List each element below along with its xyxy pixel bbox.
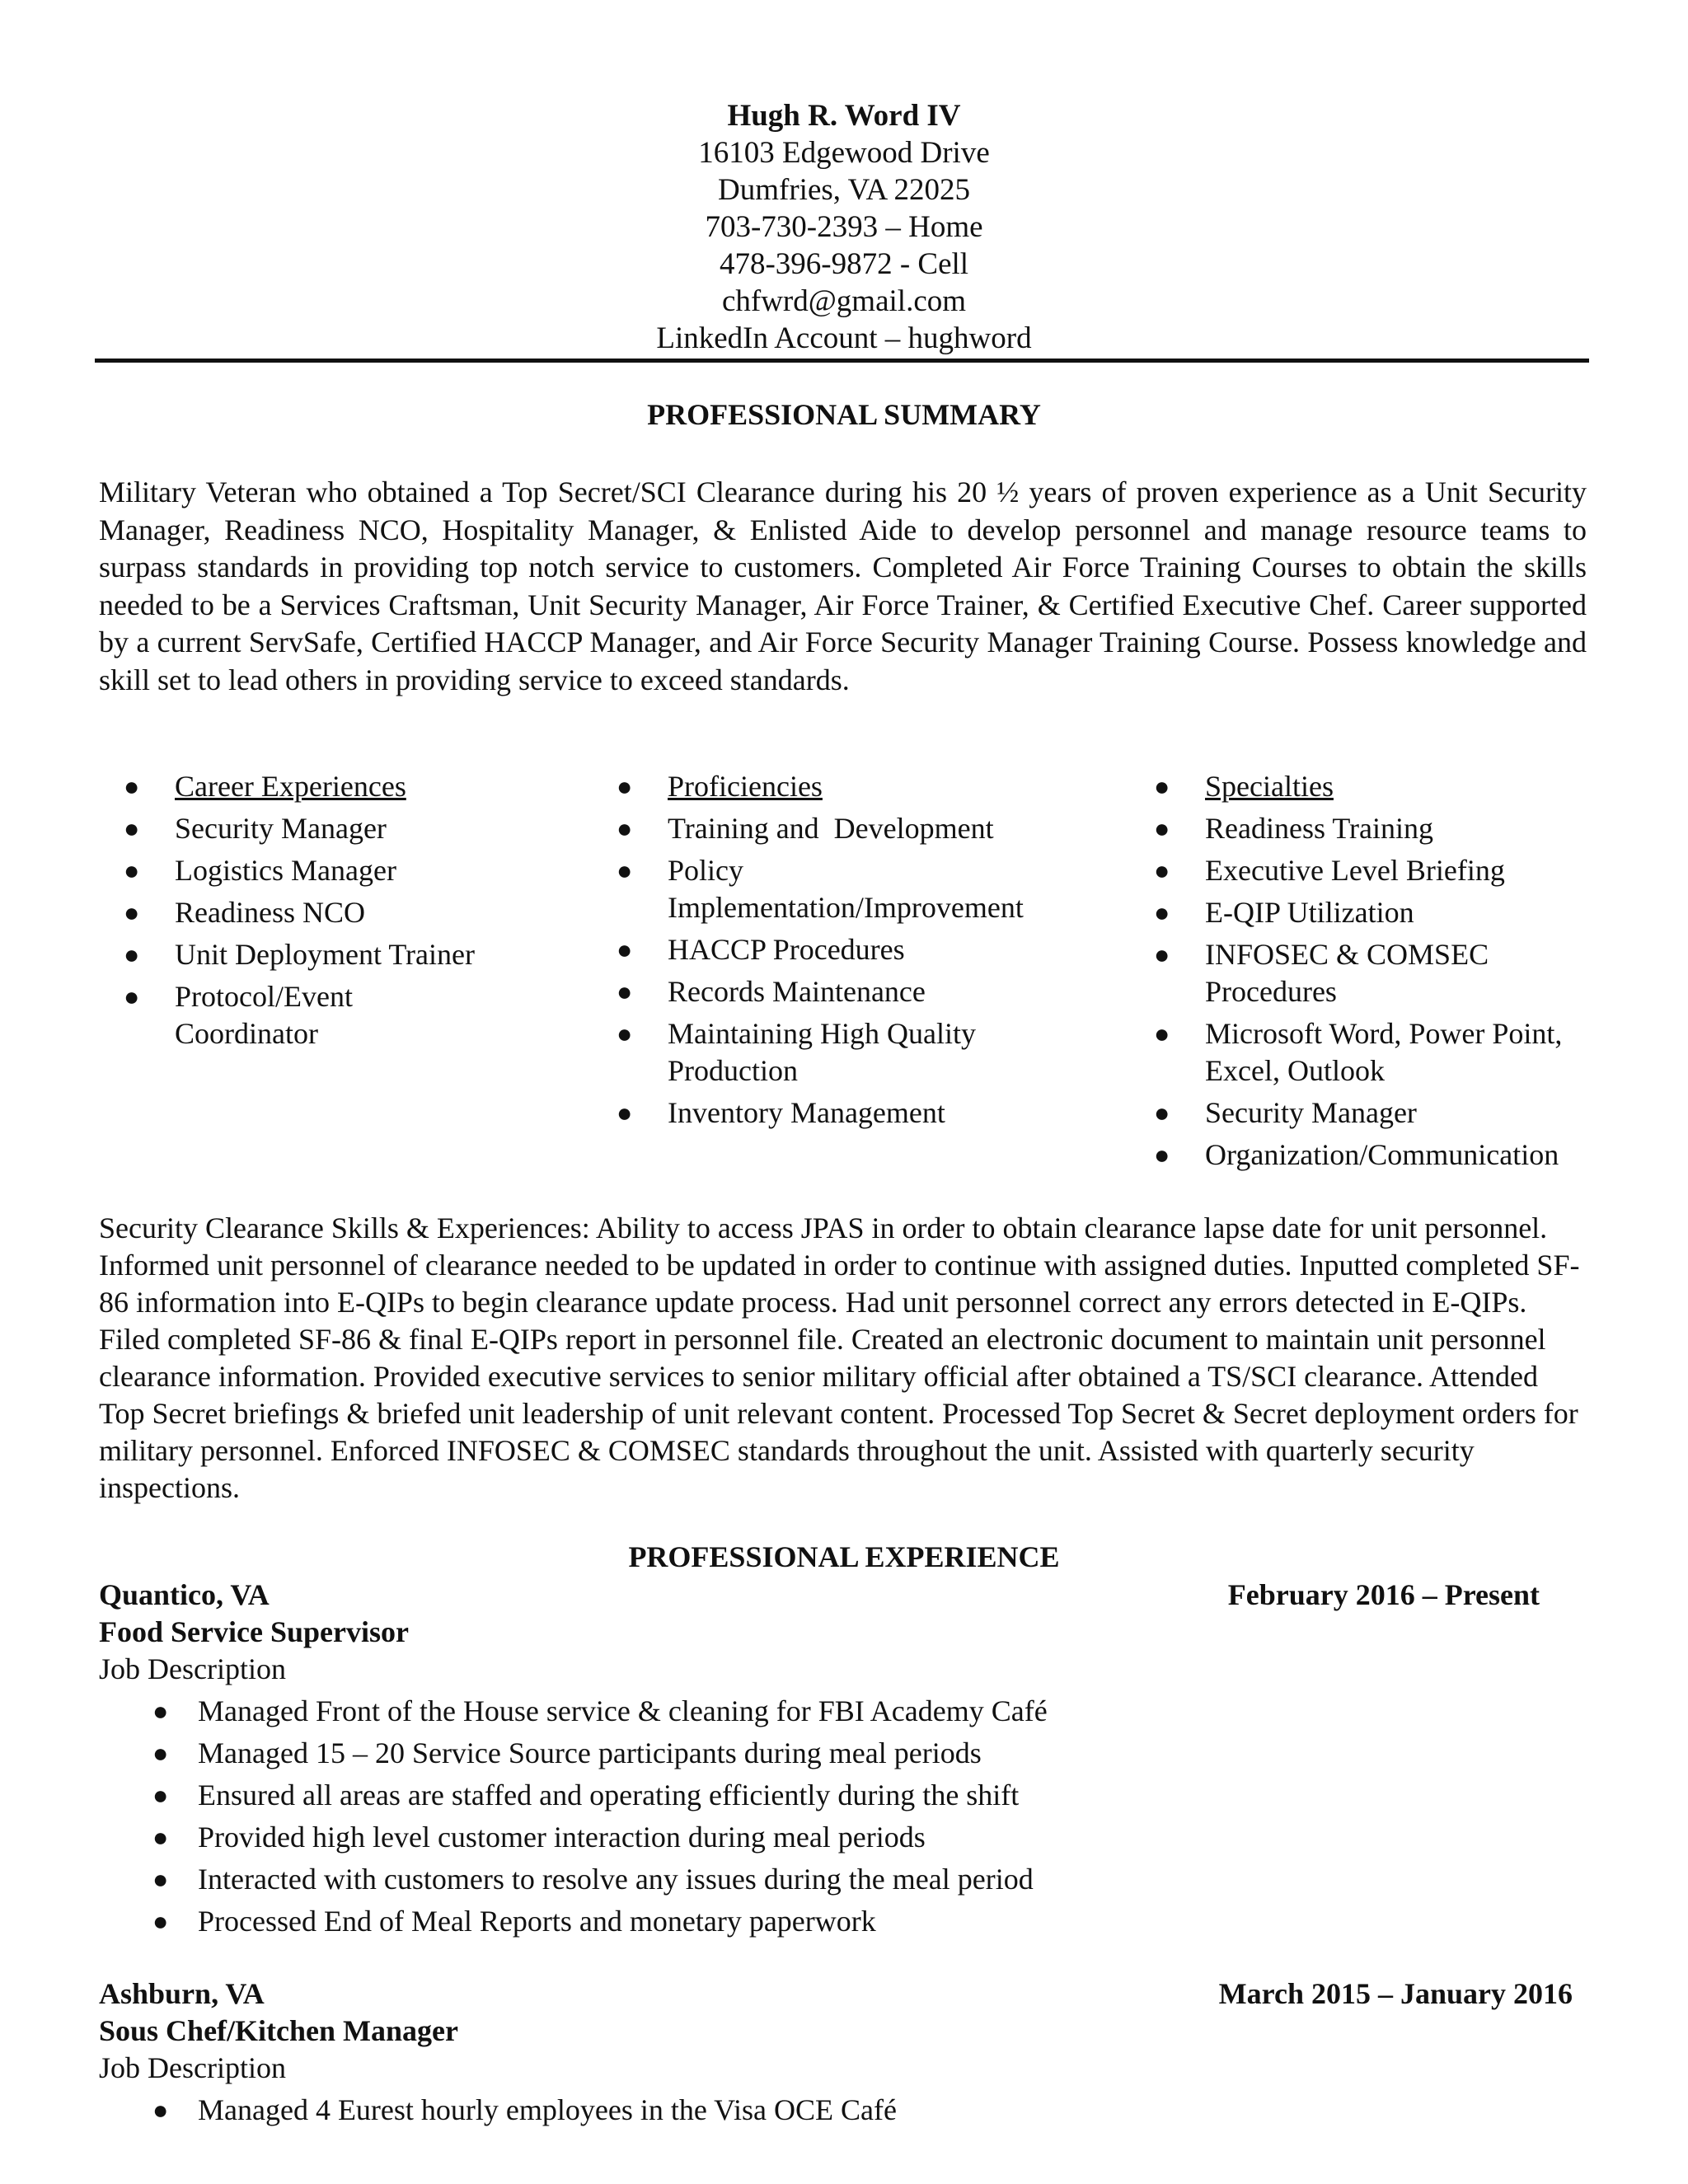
list-item-text: Managed 15 – 20 Service Source participants during meal periods [198,1736,982,1769]
list-item-text: Logistics Manager [175,854,396,887]
clearance-paragraph: Security Clearance Skills & Experiences: Ability to access JPAS in order to obtain clearance lapse date for unit personnel. Informed unit personnel of clearance needed to be updated in order to continue with assigned duties. Inputted completed SF-86 information into E-QIPs to begin clearance update process. Had unit personnel correct any errors detected in E-QIPs. Filed completed SF-86 & final E-QIPs report in personnel file. Created an electronic document to maintain unit personnel clearance information. Provided executive services to senior military official after obtained a TS/SCI clearance. Attended Top Secret briefings & briefed unit leadership of unit relevant content. Processed Top Secret & Secret deployment orders for military personnel. Enforced INFOSEC & COMSEC standards throughout the unit. Assisted with quarterly security inspections. [99,1212,1580,1504]
job-dates: February 2016 – Present [1227,1578,1540,1611]
list-item-text: Processed End of Meal Reports and monetary paperwork [198,1905,876,1938]
list-item [99,852,560,889]
bullet-icon: ● [124,898,140,927]
list-item [99,894,560,931]
bullet-icon: ● [617,977,633,1006]
bullet-icon: ● [152,2095,169,2125]
bullet-icon: ● [1154,940,1170,969]
summary-paragraph: Military Veteran who obtained a Top Secret/SCI Clearance during his 20 ½ years of proven experience as a Unit Security Manager, Readiness NCO, Hospitality Manager, & Enlisted Aide to develop personnel and manage resource teams to surpass standards in providing top notch service to customers. Completed Air Force Training Courses to obtain the skills needed to be a Services Craftsman, Unit Security Manager, Air Force Trainer, & Certified Executive Chef. Career supported by a current ServSafe, Certified HACCP Manager, and Air Force Security Manager Training Course. Possess knowledge and skill set to lead others in providing service to exceed standards. [99,476,1587,696]
bullet-icon: ● [617,935,633,964]
list-item-text: Managed Front of the House service & cleaning for FBI Academy Café [198,1694,1048,1727]
list-item [592,768,1119,805]
bullet-icon: ● [1154,898,1170,927]
list-item-text: Protocol/Event Coordinator [175,980,353,1050]
home-phone: 703-730-2393 – Home [705,210,983,244]
list-item-text: Unit Deployment Trainer [175,938,475,971]
summary-heading: PROFESSIONAL SUMMARY [647,398,1041,431]
bullet-icon: ● [617,1019,633,1048]
bullet-icon: ● [124,940,140,969]
list-item-text: Managed 4 Eurest hourly employees in the Visa OCE Café [198,2093,897,2126]
list-item [1129,894,1632,931]
bullet-icon: ● [152,1738,169,1768]
list-item-text: E-QIP Utilization [1205,896,1414,929]
job-title: Sous Chef/Kitchen Manager [99,2014,458,2047]
list-item-text: HACCP Procedures [668,933,905,966]
list-item-text: Provided high level customer interaction during meal periods [198,1821,926,1854]
list-item [592,973,1119,1010]
list-item [99,978,447,1052]
career-heading: Career Experiences [175,770,406,803]
list-item [592,810,1119,847]
list-item [99,1861,1589,1898]
specialties-column [1129,768,1632,1179]
list-item [1129,810,1632,847]
bullet-icon: ● [1154,855,1170,885]
bullet-icon: ● [124,771,140,801]
list-item-text: Executive Level Briefing [1205,854,1505,887]
cell-phone: 478-396-9872 - Cell [719,247,969,281]
address-line-2: Dumfries, VA 22025 [718,173,970,207]
job-description-label: Job Description [99,1652,286,1685]
list-item [592,1094,1119,1132]
list-item-text: Records Maintenance [668,975,926,1008]
bullet-icon: ● [617,1098,633,1127]
contact-header [0,97,1688,357]
bullet-icon: ● [152,1864,169,1894]
bullet-icon: ● [617,855,633,885]
list-item-text: Security Manager [175,812,387,845]
list-item [99,1735,1589,1772]
linkedin: LinkedIn Account – hughword [656,321,1032,355]
list-item [1129,1094,1632,1132]
address-line-1: 16103 Edgewood Drive [698,136,990,170]
email: chfwrd@gmail.com [721,284,967,318]
job-location: Ashburn, VA [99,1977,265,2010]
experience-heading: PROFESSIONAL EXPERIENCE [628,1540,1060,1573]
bullet-icon: ● [1154,1019,1170,1048]
candidate-name: Hugh R. Word IV [727,99,961,133]
proficiencies-column [592,768,1119,1137]
bullet-icon: ● [1154,813,1170,843]
list-item-text: Readiness NCO [175,896,365,929]
bullet-icon: ● [152,1906,169,1936]
list-item-text: Security Manager [1205,1096,1417,1129]
bullet-icon: ● [617,771,633,801]
list-item-text: Organization/Communication [1205,1138,1559,1171]
list-item [592,852,1024,926]
list-item [1129,1137,1632,1174]
bullet-icon: ● [124,855,140,885]
list-item-text: INFOSEC & COMSEC Procedures [1205,938,1489,1008]
list-item [99,1903,1589,1940]
career-experiences-column [99,768,560,1057]
list-item [1129,768,1632,805]
bullet-icon: ● [617,813,633,843]
list-item [99,768,560,805]
list-item-text: Training and Development [668,812,994,845]
bullet-icon: ● [1154,1140,1170,1169]
list-item [1129,852,1632,889]
bullet-icon: ● [124,813,140,843]
bullet-icon: ● [152,1780,169,1810]
list-item-text: Policy Implementation/Improvement [668,854,1024,924]
list-item-text: Interacted with customers to resolve any issues during the meal period [198,1863,1034,1896]
bullet-icon: ● [1154,771,1170,801]
list-item-text: Readiness Training [1205,812,1434,845]
job-entry [99,1577,1589,1940]
list-item-text: Maintaining High Quality Production [668,1017,976,1087]
list-item [1129,936,1568,1010]
bullet-icon: ● [152,1696,169,1726]
bullet-icon: ● [1154,1098,1170,1127]
job-entry [99,1975,1589,2129]
job-dates: March 2015 – January 2016 [1218,1977,1573,2010]
list-item [592,1015,1022,1090]
list-item [99,810,560,847]
list-item [99,936,560,973]
list-item-text: Microsoft Word, Power Point, Excel, Outlook [1205,1017,1563,1087]
list-item [99,2092,1589,2129]
bullet-icon: ● [124,982,140,1011]
list-item-text: Inventory Management [668,1096,945,1129]
job-title: Food Service Supervisor [99,1615,409,1648]
job-description-label: Job Description [99,2051,286,2084]
list-item-text: Ensured all areas are staffed and operating efficiently during the shift [198,1779,1020,1811]
list-item [1129,1015,1634,1090]
list-item [99,1693,1589,1730]
list-item [592,931,1119,968]
proficiencies-heading: Proficiencies [668,770,823,803]
header-divider [95,359,1589,363]
list-item [99,1819,1589,1856]
bullet-icon: ● [152,1822,169,1852]
job-location: Quantico, VA [99,1578,270,1611]
list-item [99,1777,1589,1814]
specialties-heading: Specialties [1205,770,1334,803]
